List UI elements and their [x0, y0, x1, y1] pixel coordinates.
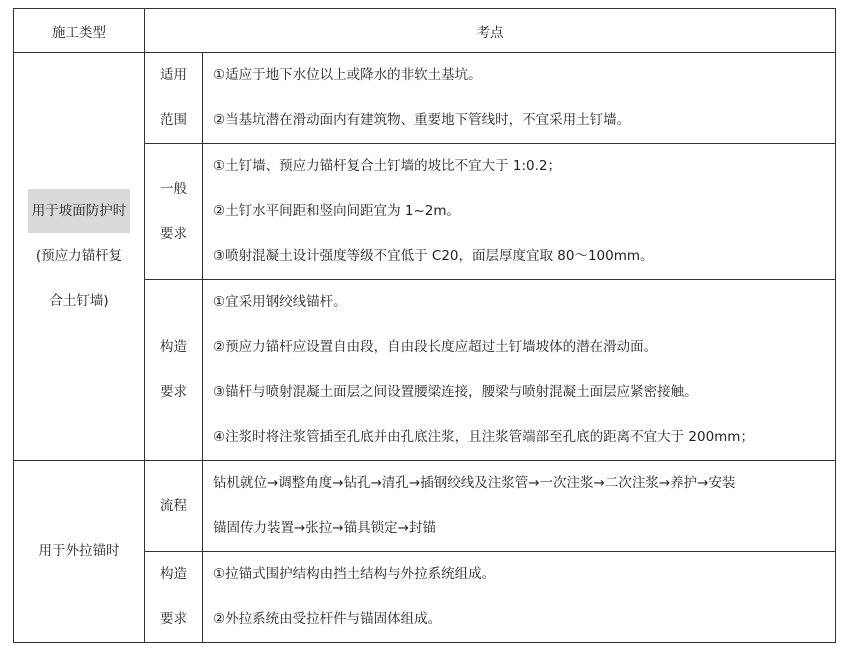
point-item: ②当基坑潜在滑动面内有建筑物、重要地下管线时，不宜采用土钉墙。	[213, 112, 631, 128]
category-slope-note-2: 合土钉墙)	[49, 293, 109, 309]
sub-label: 一般	[160, 180, 187, 197]
points-anchor-structure	[203, 552, 836, 643]
point-item: ②预应力锚杆应设置自由段，自由段长度应超过土钉墙坡体的潜在滑动面。	[213, 339, 658, 355]
point-item: ③喷射混凝土设计强度等级不宜低于 C20，面层厚度宜取 80～100mm。	[213, 248, 654, 264]
point-item: ②外拉系统由受拉杆件与锚固体组成。	[213, 611, 442, 627]
category-slope-note-1: (预应力锚杆复	[35, 248, 123, 264]
sub-label: 范围	[160, 112, 187, 128]
sub-label: 要求	[160, 225, 187, 242]
point-item: ①适应于地下水位以上或降水的非软土基坑。	[213, 67, 482, 83]
sub-label: 要求	[160, 611, 187, 627]
sub-label: 构造	[160, 339, 187, 355]
category-slope-protection	[14, 53, 145, 461]
exam-points-table	[13, 8, 836, 643]
points-structural-req	[203, 280, 836, 461]
point-item: 锚固传力装置→张拉→锚具锁定→封锚	[213, 520, 436, 536]
points-scope	[203, 53, 836, 144]
sub-label: 流程	[160, 497, 187, 514]
category-anchor-title: 用于外拉锚时	[38, 543, 120, 559]
category-slope-title: 用于坡面防护时	[28, 189, 131, 233]
points-process	[203, 461, 836, 552]
sub-general-req	[145, 144, 203, 280]
points-general-req	[203, 144, 836, 280]
sub-process	[145, 461, 203, 552]
point-item: ①宜采用钢绞线锚杆。	[213, 294, 347, 310]
sub-label: 适用	[160, 67, 187, 83]
point-item: ④注浆时将注浆管插至孔底并由孔底注浆，且注浆管端部至孔底的距离不宜大于 200mm；	[213, 429, 754, 445]
sub-label: 构造	[160, 566, 187, 582]
point-item: ③锚杆与喷射混凝土面层之间设置腰梁连接，腰梁与喷射混凝土面层应紧密接触。	[213, 384, 698, 400]
sub-scope	[145, 53, 203, 144]
sub-structural-req	[145, 280, 203, 461]
category-external-anchor	[14, 461, 145, 643]
point-item: ①拉锚式围护结构由挡土结构与外拉系统组成。	[213, 566, 496, 582]
header-exam-points: 考点	[145, 9, 836, 53]
point-item: 钻机就位→调整角度→钻孔→清孔→插钢绞线及注浆管→一次注浆→二次注浆→养护→安装	[213, 475, 736, 491]
sub-label: 要求	[160, 384, 187, 400]
sub-anchor-structure	[145, 552, 203, 643]
point-item: ①土钉墙、预应力锚杆复合土钉墙的坡比不宜大于 1:0.2；	[213, 158, 562, 174]
header-construction-type: 施工类型	[14, 9, 145, 53]
point-item: ②土钉水平间距和竖向间距宜为 1~2m。	[213, 203, 461, 219]
